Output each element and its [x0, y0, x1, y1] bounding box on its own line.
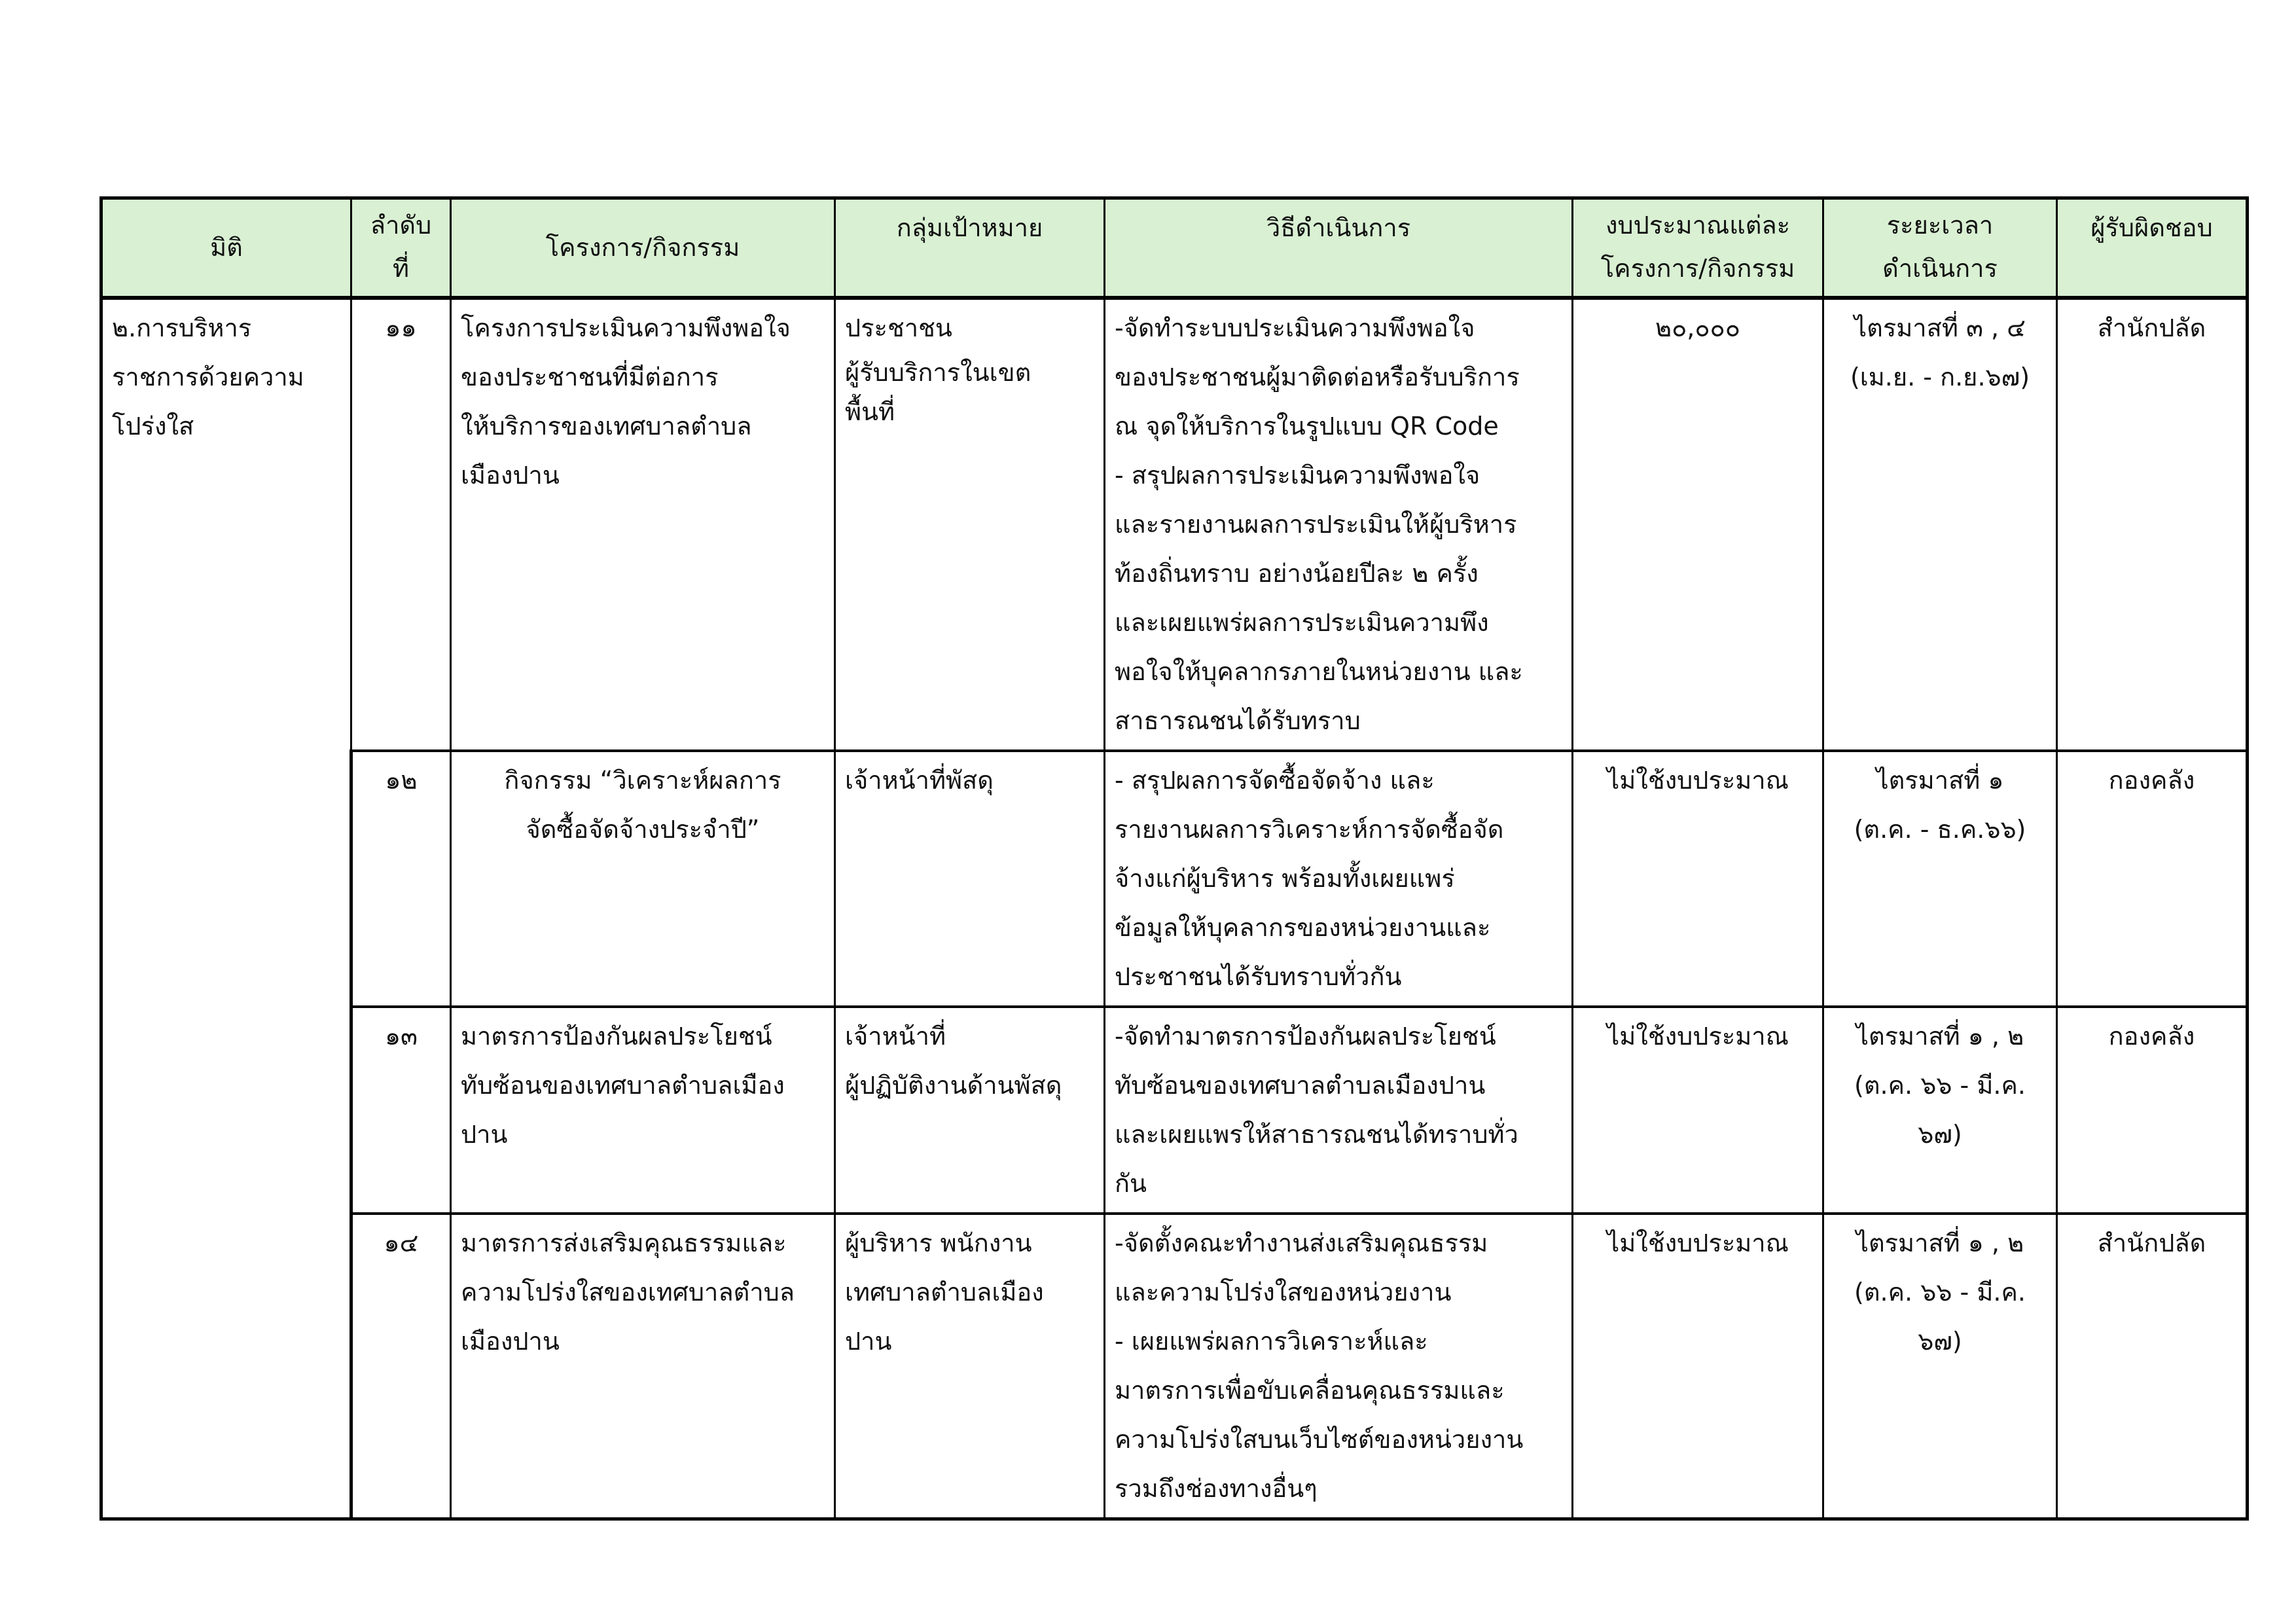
method-text: ท้องถิ่นทราบ อย่างน้อยปีละ ๒ ครั้ง: [1115, 558, 1479, 588]
project-text: ให้บริการของเทศบาลตำบล: [461, 411, 752, 441]
method-cell: [1105, 298, 1573, 751]
project-text: จัดซื้อจัดจ้างประจำปี”: [526, 814, 760, 844]
order-cell: [351, 1214, 451, 1519]
header-label: โครงการ/กิจกรรม: [545, 232, 740, 262]
project-cell: [451, 751, 835, 1007]
order-cell: [351, 298, 451, 751]
method-text: ณ จุดให้บริการในรูปแบบ QR Code: [1115, 411, 1499, 441]
dimension-text: ราชการด้วยความ: [112, 362, 304, 391]
method-cell: [1105, 751, 1573, 1007]
order-number: ๑๔: [384, 1228, 419, 1257]
method-text: ประชาชนได้รับทราบทั่วกัน: [1115, 962, 1402, 991]
method-text: รวมถึงช่องทางอื่นๆ: [1115, 1473, 1318, 1503]
method-text: ข้อมูลให้บุคลากรของหน่วยงานและ: [1115, 912, 1491, 942]
target-text: ประชาชน: [845, 313, 952, 342]
method-text: จ้างแก่ผู้บริหาร พร้อมทั้งเผยแพร่: [1115, 863, 1455, 893]
project-text: เมืองปาน: [461, 1326, 560, 1356]
header-label: โครงการ/กิจกรรม: [1600, 254, 1795, 283]
project-cell: [451, 1007, 835, 1214]
header-label: งบประมาณแต่ละ: [1605, 211, 1791, 240]
responsible-text: กองคลัง: [2108, 1021, 2195, 1051]
method-text: - เผยแพร่ผลการวิเคราะห์และ: [1115, 1326, 1428, 1356]
project-text: มาตรการป้องกันผลประโยชน์: [461, 1021, 772, 1051]
order-cell: [351, 751, 451, 1007]
order-number: ๑๒: [385, 765, 418, 795]
period-text: ๖๗): [1918, 1326, 1962, 1356]
target-text: เทศบาลตำบลเมือง: [845, 1277, 1044, 1307]
header-label: ลำดับ: [370, 211, 432, 240]
budget-cell: [1573, 1214, 1823, 1519]
target-text: ผู้ปฏิบัติงานด้านพัสดุ: [845, 1070, 1062, 1100]
target-cell: [835, 1007, 1105, 1214]
method-text: -จัดทำระบบประเมินความพึงพอใจ: [1115, 313, 1475, 342]
project-text: ทับซ้อนของเทศบาลตำบลเมือง: [461, 1070, 785, 1100]
header-budget: [1573, 198, 1823, 298]
method-text: - สรุปผลการจัดซื้อจัดจ้าง และ: [1115, 765, 1435, 795]
period-text: (ต.ค. - ธ.ค.๖๖): [1854, 814, 2026, 844]
order-number: ๑๓: [384, 1021, 418, 1051]
order-number: ๑๑: [385, 313, 417, 342]
project-cell: [451, 1214, 835, 1519]
method-text: และความโปร่งใสของหน่วยงาน: [1115, 1277, 1452, 1307]
period-cell: [1823, 1214, 2057, 1519]
method-text: -จัดตั้งคณะทำงานส่งเสริมคุณธรรม: [1115, 1228, 1488, 1257]
responsible-cell: [2057, 298, 2248, 751]
header-method: [1105, 198, 1573, 298]
period-text: ไตรมาสที่ ๑ , ๒: [1856, 1021, 2024, 1051]
method-text: มาตรการเพื่อขับเคลื่อนคุณธรรมและ: [1115, 1375, 1505, 1405]
responsible-cell: [2057, 1007, 2248, 1214]
header-period: [1823, 198, 2057, 298]
header-target: [835, 198, 1105, 298]
header-row: [101, 198, 2248, 298]
target-text: เจ้าหน้าที่: [845, 1021, 946, 1051]
header-label: ผู้รับผิดชอบ: [2090, 213, 2213, 242]
period-text: ไตรมาสที่ ๑ , ๒: [1856, 1228, 2024, 1257]
header-dimension: [101, 198, 351, 298]
period-cell: [1823, 1007, 2057, 1214]
budget-cell: [1573, 298, 1823, 751]
period-cell: [1823, 751, 2057, 1007]
project-text: ปาน: [461, 1119, 508, 1149]
period-text: (ต.ค. ๖๖ - มี.ค.: [1854, 1277, 2026, 1307]
method-text: ของประชาชนผู้มาติดต่อหรือรับบริการ: [1115, 362, 1520, 391]
responsible-text: กองคลัง: [2108, 765, 2195, 795]
target-text: ผู้บริหาร พนักงาน: [845, 1228, 1032, 1257]
header-responsible: [2057, 198, 2248, 298]
method-text: และเผยแพรให้สาธารณชนได้ทราบทั่ว: [1115, 1119, 1518, 1149]
method-text: -จัดทำมาตรการป้องกันผลประโยชน์: [1115, 1021, 1496, 1051]
table-row: [101, 298, 2248, 751]
dimension-text: ๒.การบริหาร: [112, 313, 252, 342]
method-cell: [1105, 1214, 1573, 1519]
budget-cell: [1573, 751, 1823, 1007]
method-text: พอใจให้บุคลากรภายในหน่วยงาน และ: [1115, 657, 1523, 686]
header-project: [451, 198, 835, 298]
responsible-text: สำนักปลัด: [2097, 1228, 2206, 1257]
dimension-text: โปร่งใส: [112, 411, 194, 441]
period-text: ไตรมาสที่ ๓ , ๔: [1854, 313, 2026, 342]
period-text: ๖๗): [1918, 1119, 1962, 1149]
target-cell: [835, 298, 1105, 751]
period-text: ไตรมาสที่ ๑: [1876, 765, 2004, 795]
period-text: (เม.ย. - ก.ย.๖๗): [1850, 362, 2030, 391]
responsible-cell: [2057, 1214, 2248, 1519]
method-text: สาธารณชนได้รับทราบ: [1115, 706, 1361, 735]
dimension-cell: [101, 298, 351, 1519]
period-text: (ต.ค. ๖๖ - มี.ค.: [1854, 1070, 2026, 1100]
action-plan-table: [99, 196, 2249, 1521]
table-row: [101, 1007, 2248, 1214]
header-label: ที่: [392, 254, 410, 283]
header-order: [351, 198, 451, 298]
budget-text: ไม่ใช้งบประมาณ: [1607, 1021, 1789, 1051]
period-cell: [1823, 298, 2057, 751]
header-label: มิติ: [210, 232, 243, 262]
target-text: พื้นที่: [845, 397, 895, 426]
target-text: ผู้รับบริการในเขต: [845, 357, 1031, 387]
project-text: ของประชาชนที่มีต่อการ: [461, 362, 719, 391]
target-text: เจ้าหน้าที่พัสดุ: [845, 765, 994, 795]
table-row: [101, 751, 2248, 1007]
table-row: [101, 1214, 2248, 1519]
method-text: รายงานผลการวิเคราะห์การจัดซื้อจัด: [1115, 814, 1504, 844]
project-text: ความโปร่งใสของเทศบาลตำบล: [461, 1277, 795, 1307]
order-cell: [351, 1007, 451, 1214]
target-cell: [835, 751, 1105, 1007]
header-label: ระยะเวลา: [1886, 211, 1994, 240]
method-text: - สรุปผลการประเมินความพึงพอใจ: [1115, 460, 1480, 490]
project-cell: [451, 298, 835, 751]
project-text: เมืองปาน: [461, 460, 560, 490]
project-text: โครงการประเมินความพึงพอใจ: [461, 313, 791, 342]
responsible-cell: [2057, 751, 2248, 1007]
method-text: และรายงานผลการประเมินให้ผู้บริหาร: [1115, 509, 1517, 539]
budget-text: ๒๐,๐๐๐: [1655, 313, 1740, 342]
method-text: ทับซ้อนของเทศบาลตำบลเมืองปาน: [1115, 1070, 1486, 1100]
method-text: และเผยแพร่ผลการประเมินความพึง: [1115, 607, 1489, 637]
budget-text: ไม่ใช้งบประมาณ: [1607, 1228, 1789, 1257]
target-cell: [835, 1214, 1105, 1519]
header-label: กลุ่มเป้าหมาย: [896, 213, 1043, 242]
responsible-text: สำนักปลัด: [2097, 313, 2206, 342]
project-text: กิจกรรม “วิเคราะห์ผลการ: [504, 765, 781, 795]
header-label: วิธีดำเนินการ: [1266, 213, 1411, 242]
project-text: มาตรการส่งเสริมคุณธรรมและ: [461, 1228, 787, 1257]
method-text: ความโปร่งใสบนเว็บไซต์ของหน่วยงาน: [1115, 1424, 1524, 1454]
method-cell: [1105, 1007, 1573, 1214]
budget-cell: [1573, 1007, 1823, 1214]
header-label: ดำเนินการ: [1882, 254, 1998, 283]
target-text: ปาน: [845, 1326, 892, 1356]
budget-text: ไม่ใช้งบประมาณ: [1607, 765, 1789, 795]
method-text: กัน: [1115, 1168, 1147, 1198]
